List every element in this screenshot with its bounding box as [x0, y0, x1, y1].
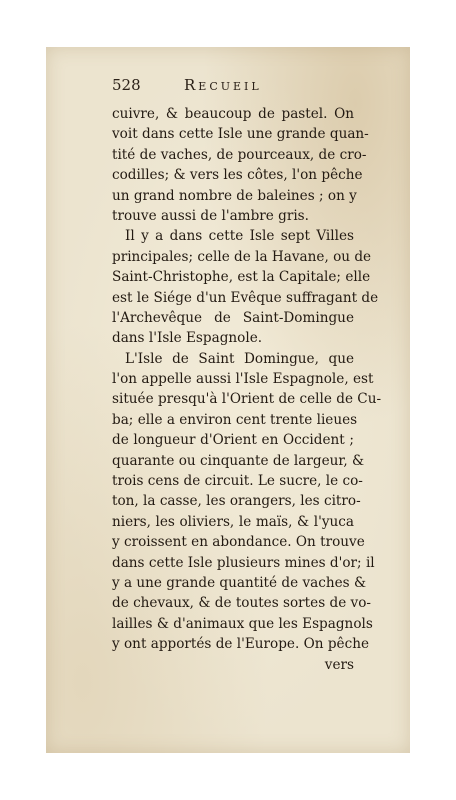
text-line: ba; elle a environ cent trente lieues [112, 411, 358, 428]
text-line: située presqu'à l'Orient de celle de Cu- [112, 391, 382, 408]
text-line: L'Isle de Saint Domingue, que [125, 350, 354, 367]
text-line: tité de vaches, de pourceaux, de cro- [112, 146, 367, 163]
text-line: Il y a dans cette Isle sept Villes [125, 228, 354, 245]
text-line: dans l'Isle Espagnole. [112, 330, 263, 347]
text-line: voit dans cette Isle une grande quan- [112, 126, 369, 143]
text-line: ton, la casse, les orangers, les citro- [112, 493, 361, 510]
body-text [112, 104, 382, 675]
page-number: 528 [112, 76, 141, 94]
text-line: principales; celle de la Havane, ou de [112, 248, 372, 265]
text-line: trouve aussi de l'ambre gris. [112, 207, 309, 224]
text-line: cuivre, & beaucoup de pastel. On [112, 106, 354, 122]
text-line: l'on appelle aussi l'Isle Espagnole, est [112, 371, 374, 388]
text-line: lailles & d'animaux que les Espagnols [112, 615, 373, 632]
text-line: codilles; & vers les côtes, l'on pêche [112, 167, 363, 184]
text-line: un grand nombre de baleines ; on y [112, 187, 357, 204]
text-line: dans cette Isle plusieurs mines d'or; il [112, 554, 375, 571]
text-line: est le Siége d'un Evêque suffragant de [112, 289, 379, 306]
text-line: de chevaux, & de toutes sortes de vo- [112, 595, 372, 612]
catchword: vers [324, 656, 354, 673]
running-head: Recueil [184, 76, 262, 94]
text-line: niers, les oliviers, le maïs, & l'yuca [112, 513, 354, 530]
text-line: Saint-Christophe, est la Capitale; elle [112, 269, 371, 286]
text-line: l'Archevêque de Saint-Domingue [112, 309, 354, 326]
text-line: y croissent en abondance. On trouve [112, 534, 365, 551]
text-line: trois cens de circuit. Le sucre, le co- [112, 473, 363, 490]
text-line: y a une grande quantité de vaches & [112, 574, 367, 591]
text-line: quarante ou cinquante de largeur, & [112, 452, 365, 469]
text-line: y ont apportés de l'Europe. On pêche [112, 636, 370, 653]
text-line: de longueur d'Orient en Occident ; [112, 432, 354, 449]
